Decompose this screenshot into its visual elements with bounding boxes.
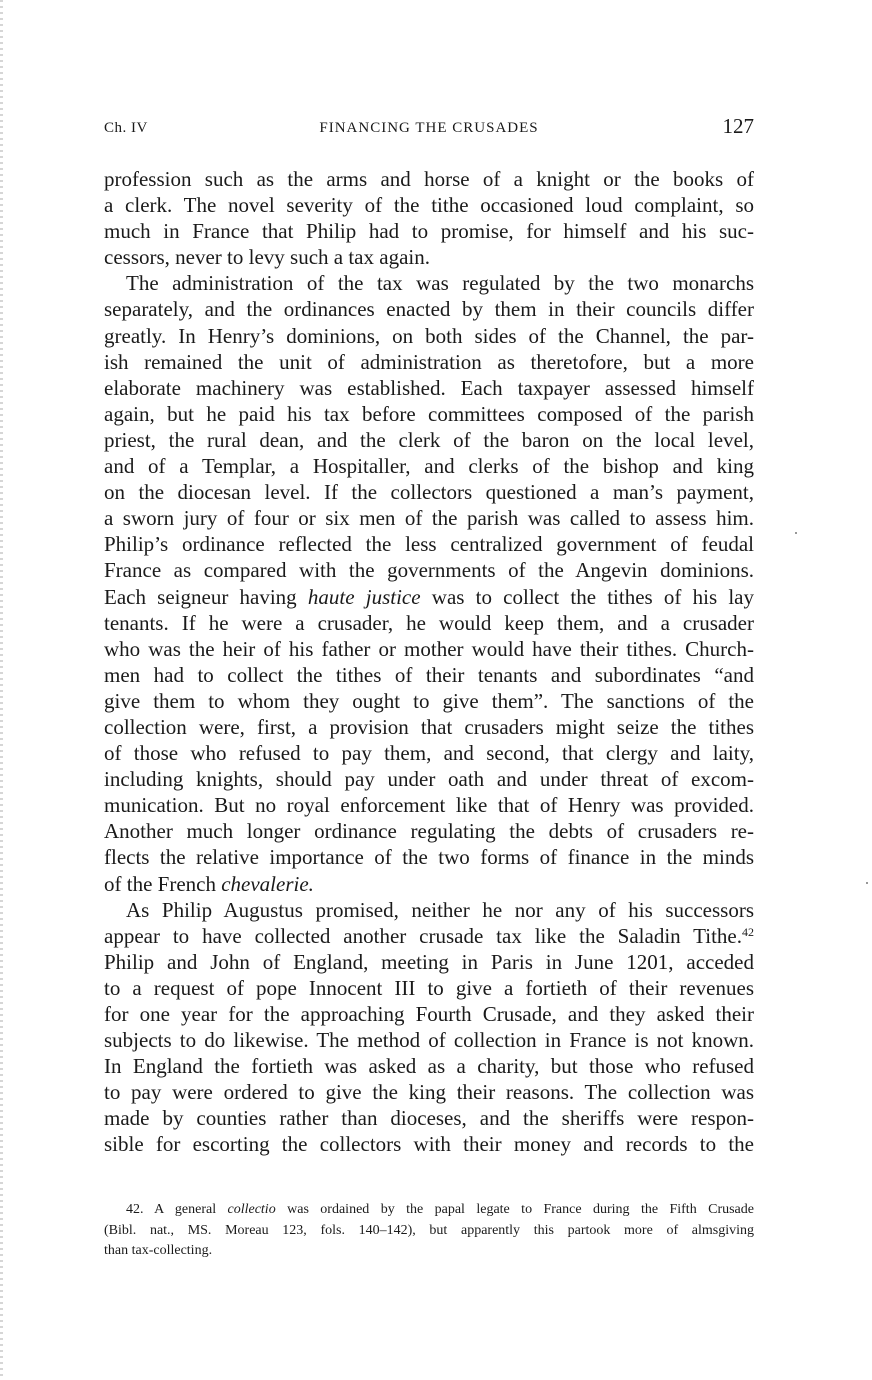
text-line: and of a Templar, a Hospitaller, and clerks of the bishop and king (104, 454, 754, 479)
text-line: including knights, should pay under oath and under threat of excom- (104, 767, 754, 792)
text-line: In England the fortieth was asked as a charity, but those who refused (104, 1054, 754, 1079)
footnote-line: (Bibl. nat., MS. Moreau 123, fols. 140–142), but apparently this partook more of almsgiving (104, 1222, 754, 1238)
text-line: to a request of pope Innocent III to give a fortieth of their revenues (104, 975, 754, 1000)
text-line: to pay were ordered to give the king their reasons. The collection was (104, 1080, 754, 1105)
text-line: for one year for the approaching Fourth Crusade, and they asked their (104, 1002, 754, 1026)
text-line: collection were, first, a provision that crusaders might seize the tithes (104, 714, 754, 739)
text-line: Another much longer ordinance regulating the debts of crusaders re- (104, 819, 754, 844)
text-line: munication. But no royal enforcement like that of Henry was provided. (104, 793, 754, 818)
text-line: priest, the rural dean, and the clerk of the baron on the local level, (104, 427, 754, 452)
text-line: The administration of the tax was regulated by the two monarchs (126, 271, 754, 296)
text-line: France as compared with the governments of the Angevin dominions. (104, 558, 754, 583)
page-number: 127 (722, 114, 754, 138)
footnote-line: than tax-collecting. (104, 1243, 213, 1258)
text-segment: Each seigneur having (104, 584, 308, 609)
text-line (104, 584, 754, 610)
page-edge (0, 0, 3, 1380)
text-line: tenants. If he were a crusader, he would keep them, and a crusader (104, 610, 754, 635)
text-line: ish remained the unit of administration as theretofore, but a more (104, 349, 754, 374)
text-segment: appear to have collected another crusade tax like the Saladin Tithe. (104, 923, 742, 948)
text-line: greatly. In Henry’s dominions, on both sides of the Channel, the par- (104, 323, 754, 348)
text-segment: 42. A general (126, 1202, 228, 1217)
scan-speck (795, 532, 797, 534)
paragraph-3 (104, 897, 754, 1158)
text-line: As Philip Augustus promised, neither he nor any of his successors (126, 897, 754, 922)
text-line: profession such as the arms and horse of a knight or the books of (104, 167, 754, 191)
text-line: again, but he paid his tax before committees composed of the parish (104, 401, 754, 426)
text-line: much in France that Philip had to promise, for himself and his suc- (104, 219, 754, 244)
paragraph-1 (104, 166, 754, 270)
italic-phrase: haute justice (307, 584, 421, 609)
footnote (104, 1200, 754, 1262)
text-line: a sworn jury of four or six men of the parish was called to assess him. (104, 506, 754, 531)
text-line: Philip’s ordinance reflected the less centralized government of feudal (104, 532, 754, 557)
text-line: cessors, never to levy such a tax again. (104, 245, 430, 270)
scan-speck (866, 882, 868, 884)
text-line: men had to collect the tithes of their tenants and subordinates “and (104, 662, 754, 687)
paragraph-2 (104, 270, 754, 896)
text-line: made by counties rather than dioceses, and the sheriffs were respon- (104, 1106, 754, 1131)
italic-phrase: collectio (227, 1202, 276, 1217)
text-line: flects the relative importance of the two forms of finance in the minds (104, 845, 754, 870)
italic-phrase: chevalerie. (221, 871, 314, 896)
text-line: of those who refused to pay them, and second, that clergy and laity, (104, 741, 754, 766)
text-line: Philip and John of England, meeting in Paris in June 1201, acceded (104, 949, 754, 974)
text-line: sible for escorting the collectors with their money and records to the (104, 1132, 754, 1157)
text-line: a clerk. The novel severity of the tithe occasioned loud complaint, so (104, 193, 754, 218)
footnote-ref[interactable]: 42 (742, 924, 754, 939)
text-line (104, 923, 754, 949)
body-text (104, 166, 754, 1158)
text-line: who was the heir of his father or mother would have their tithes. Church- (104, 636, 754, 661)
text-segment: was to collect the tithes of his lay (420, 584, 754, 609)
text-line: separately, and the ordinances enacted by them in their councils differ (104, 297, 754, 322)
text-segment: was ordained by the papal legate to France during the Fifth Crusade (275, 1202, 754, 1217)
running-title: FINANCING THE CRUSADES (319, 120, 539, 136)
text-line: give them to whom they ought to give them”. The sanctions of the (104, 688, 754, 713)
text-line: on the diocesan level. If the collectors questioned a man’s payment, (104, 480, 754, 505)
text-line: elaborate machinery was established. Each taxpayer assessed himself (104, 375, 754, 400)
chapter-label: Ch. IV (104, 120, 148, 136)
running-header (104, 114, 754, 142)
text-line: subjects to do likewise. The method of collection in France is not known. (104, 1028, 754, 1053)
text-segment: of the French (104, 871, 222, 896)
footnote-line (104, 1200, 754, 1221)
text-line (104, 871, 754, 897)
